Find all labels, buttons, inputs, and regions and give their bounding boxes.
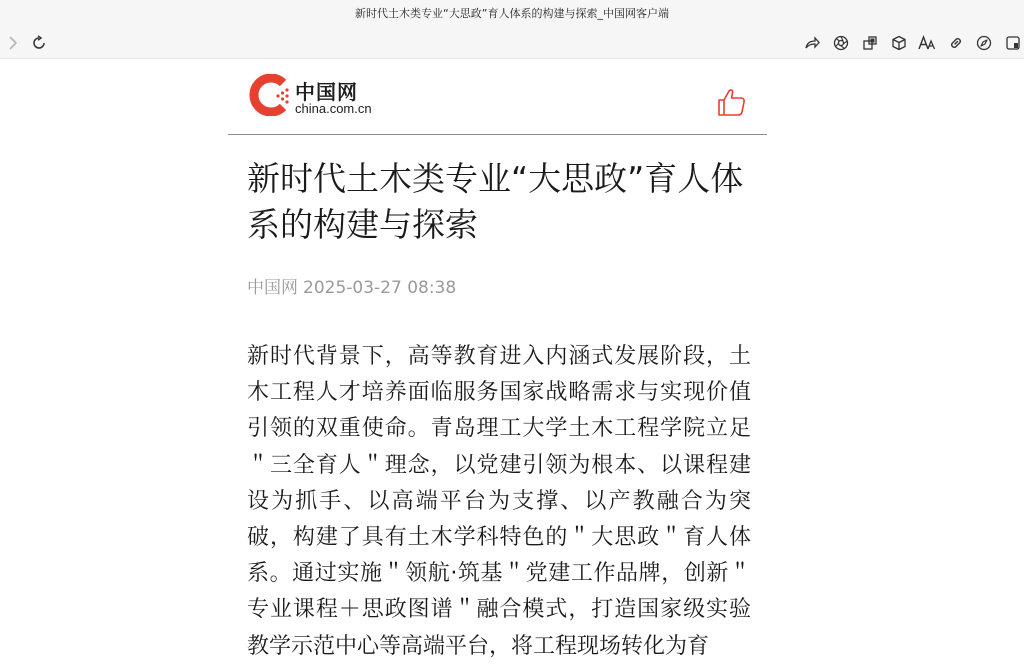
- link-button[interactable]: [945, 32, 967, 54]
- share-icon: [804, 35, 820, 51]
- forward-button[interactable]: [2, 32, 24, 54]
- aperture-button[interactable]: [830, 32, 852, 54]
- window-title: 新时代土木类专业“大思政”育人体系的构建与探索_中国网客户端: [355, 7, 669, 20]
- article-title: 新时代土木类专业“大思政”育人体系的构建与探索: [247, 159, 744, 244]
- article-source: 中国网: [247, 278, 298, 298]
- page-content: [0, 59, 1024, 666]
- extensions-button[interactable]: [859, 32, 881, 54]
- article-meta: [247, 273, 456, 298]
- share-button[interactable]: [801, 32, 823, 54]
- chevron-right-icon: [6, 35, 20, 51]
- thumbs-up-icon: [716, 86, 748, 118]
- cube-button[interactable]: [888, 32, 910, 54]
- cube-icon: [891, 35, 907, 51]
- text-size-button[interactable]: [916, 32, 938, 54]
- logo-text-domain: china.com.cn: [295, 101, 372, 116]
- article-datetime: 2025-03-27 08:38: [303, 278, 457, 298]
- window-title-bar: [0, 0, 1024, 28]
- site-logo[interactable]: [249, 74, 389, 118]
- china-com-cn-logo-icon: [249, 74, 291, 116]
- reload-button[interactable]: [28, 32, 50, 54]
- sidebar-icon: [1005, 35, 1021, 51]
- browser-toolbar: [0, 28, 1024, 59]
- compass-button[interactable]: [973, 32, 995, 54]
- site-header: [228, 59, 767, 135]
- like-button[interactable]: [716, 86, 748, 118]
- sidebar-button[interactable]: [1002, 32, 1024, 54]
- reload-icon: [31, 35, 47, 51]
- article-paragraph: 新时代背景下，高等教育进入内涵式发展阶段，土木工程人才培养面临服务国家战略需求与实现价值引领的双重使命。青岛理工大学土木工程学院立足＂三全育人＂理念，以党建引领为根本、以课程建设为抓手、以高端平台为支撑、以产教融合为突破，构建了具有土木学科特色的＂大思政＂育人体系。通过实施＂领航·筑基＂党建工作品牌，创新＂专业课程＋思政图谱＂融合模式，打造国家级实验教学示范中心等高端平台，将工程现场转化为育: [247, 344, 751, 659]
- link-icon: [948, 35, 964, 51]
- compass-icon: [976, 35, 992, 51]
- text-size-icon: [918, 35, 936, 51]
- logo-text-chinese: 中国网: [295, 80, 358, 104]
- aperture-icon: [833, 35, 849, 51]
- extensions-icon: [862, 35, 878, 51]
